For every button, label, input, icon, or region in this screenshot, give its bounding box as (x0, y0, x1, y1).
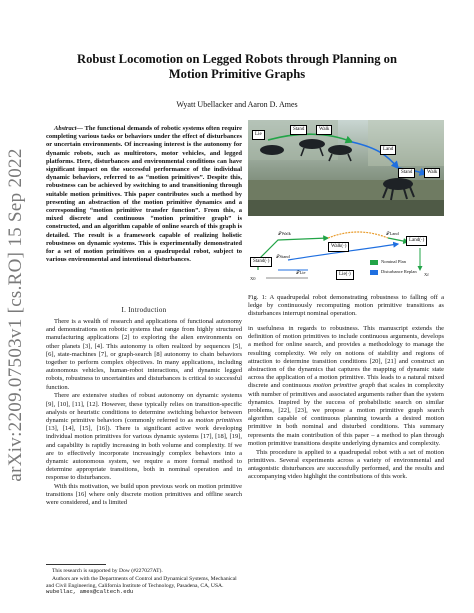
intro-paragraph-2: There are extensive studies of robust autonomy on dynamic systems [9], [10], [11], [12]. However, these typically relies on transition-specific analysis or heuristic conditions to determine switching behavior between dynamic primitive behaviors (commonly referred to as motion primitives [13], [14], [15], [16]). There is significant active work developing individual motion primitives for various dynamic systems [17], [18], [19], and capability is rapidly increasing in both volume and complexity. If we are to effectively incorporate increasingly complex behaviors into a dynamic autonomous system, we require a more formal method to determine appropriate transitions, both in nominal operation and in response to disturbances. (46, 392, 242, 482)
legend-replan-swatch (370, 270, 378, 275)
graph-label-t-lie: 𝒯Lie (296, 270, 306, 275)
intro-paragraph-3: With this motivation, we build upon previous work on motion primitive transitions [16] where only discrete motion primitives and offline search were considered, and is limited (46, 483, 242, 507)
photo-label-lie: Lie (252, 130, 265, 140)
arxiv-id: arXiv:2209.07503v1 [cs.RO] 15 Sep 2022 (5, 148, 26, 482)
graph-label-t-stand: 𝒯Stand (276, 254, 290, 259)
photo-label-walk-2: Walk (424, 168, 440, 178)
figure-1 (248, 120, 444, 292)
title-line-1: Robust Locomotion on Legged Robots through Planning on (77, 52, 397, 66)
footnote-affiliation: Authors are with the Departments of Control and Dynamical Systems, Mechanical and Civil Engineering, California Institute of Technology, Pasadena, CA, USA. wubellac, ames@caltech.edu (46, 575, 237, 596)
paper-title (40, 52, 434, 82)
abstract-lead: Abstract (54, 125, 77, 132)
intro-paragraph-1: There is a wealth of research and applications of functional autonomy and demonstrations on robotic systems that range from highly structured manufacturing applications [2] to exploring the alien environments on other planets [3], [4]. This autonomy is often realized by sequences [5], [6], state-machines [7], or graph-search [8] autonomy to chain behaviors together to perform complex objectives. In many applications, including autonomous vehicles, human-robot interactions, and dynamic legged robots, robustness to uncertainties and disturbances is critical to successful function. (46, 318, 242, 391)
graph-node-walk: Walk(·) (328, 242, 349, 252)
arxiv-sidebar (4, 150, 28, 480)
legend-nominal-swatch (370, 260, 378, 265)
graph-label-t-walk: 𝒯Walk (278, 231, 291, 236)
figure-graphic (248, 120, 444, 292)
graph-node-stand: Stand(·) (250, 257, 272, 267)
right-paragraph-2: This procedure is applied to a quadrupedal robot with a set of motion primitives. Several experiments across a variety of environmental and antagonistic disturbances are successfully performed, and the results and accompanying video highlight the contributions of this work. (248, 448, 444, 481)
legend-replan-label: Disturbance Replan (381, 269, 417, 274)
section-heading-introduction: I. Introduction (121, 306, 167, 314)
abstract (46, 125, 242, 264)
graph-node-land: Land(·) (406, 236, 427, 246)
photo-label-stand-2: Stand (398, 168, 415, 178)
graph-label-t-land: 𝒯Land (386, 231, 399, 236)
legend-nominal-label: Nominal Plan (381, 259, 406, 264)
graph-label-xf: Xf (424, 272, 429, 277)
photo-label-walk-1: Walk (316, 125, 332, 135)
right-paragraph-1: in usefulness in regards to robustness. This manuscript extends the definition of motion primitives to include continuous arguments, develops a method for online search, and provides a methodology to manage the resulting complexity. We rely on notions of stability and regions of attraction to determine transition conditions [20], [21] and construct an abstraction of the dynamics that captures the mapping of dynamic state across the application of a motion primitive. This leads to a natural mixed discrete and continuous motion primitive graph that scales in complexity with number of primitives and associated arguments rather than the system dynamics. Inspired by the success of probabilistic search on similar problems, [22], [23], we propose a motion primitive graph search algorithm capable of continuous planning towards a desired motion primitive in both nominal and disturbed conditions. This summary represents the main contribution of this paper – a method to plan through motion primitive transitions despite underlying dynamics and complexity. (248, 325, 444, 447)
footnote (46, 564, 242, 597)
photo-label-stand-1: Stand (290, 125, 307, 135)
photo-label-land: Land (380, 145, 396, 155)
authors: Wyatt Ubellacker and Aaron D. Ames (176, 100, 298, 109)
graph-label-x0: X0 (250, 276, 256, 281)
abstract-text: — The functional demands of robotic systems often require completing various tasks or behaviors under the effect of disturbances or uncertain environments. Of increasing interest is the autonomy for dynamic robots, such as multirotors, motor vehicles, and legged platforms. Here, disturbances and environmental conditions can have significant impact on the successful performance of the individual dynamic behaviors, referred to as “motion primitives”. Despite this, robustness can be achieved by switching to and transitioning through suitable motion primitives. This paper contributes such a method by presenting an abstraction of the motion primitive dynamics and a corresponding “motion primitive transfer function”. From this, a mixed discrete and continuous “motion primitive graph” is constructed, and an algorithm capable of online search of this graph is detailed. The result is a framework capable of realizing holistic robustness on dynamic systems. This is experimentally demonstrated for a set of motion primitives on a quadrupedal robot, subject to various environmental and intentional disturbances. (46, 125, 242, 264)
figure-caption: Fig. 1: A quadrupedal robot demonstrating robustness to falling off a ledge by continuously recomputing motion primitive transitions as disturbances interrupt nominal operation. (248, 294, 444, 317)
footnote-support: This research is supported by Dow (#227027AT). (52, 568, 163, 574)
introduction-body (46, 318, 242, 508)
right-column-body (248, 325, 444, 481)
title-line-2: Motion Primitive Graphs (168, 67, 306, 81)
graph-node-lie: Lie(·) (336, 270, 354, 280)
